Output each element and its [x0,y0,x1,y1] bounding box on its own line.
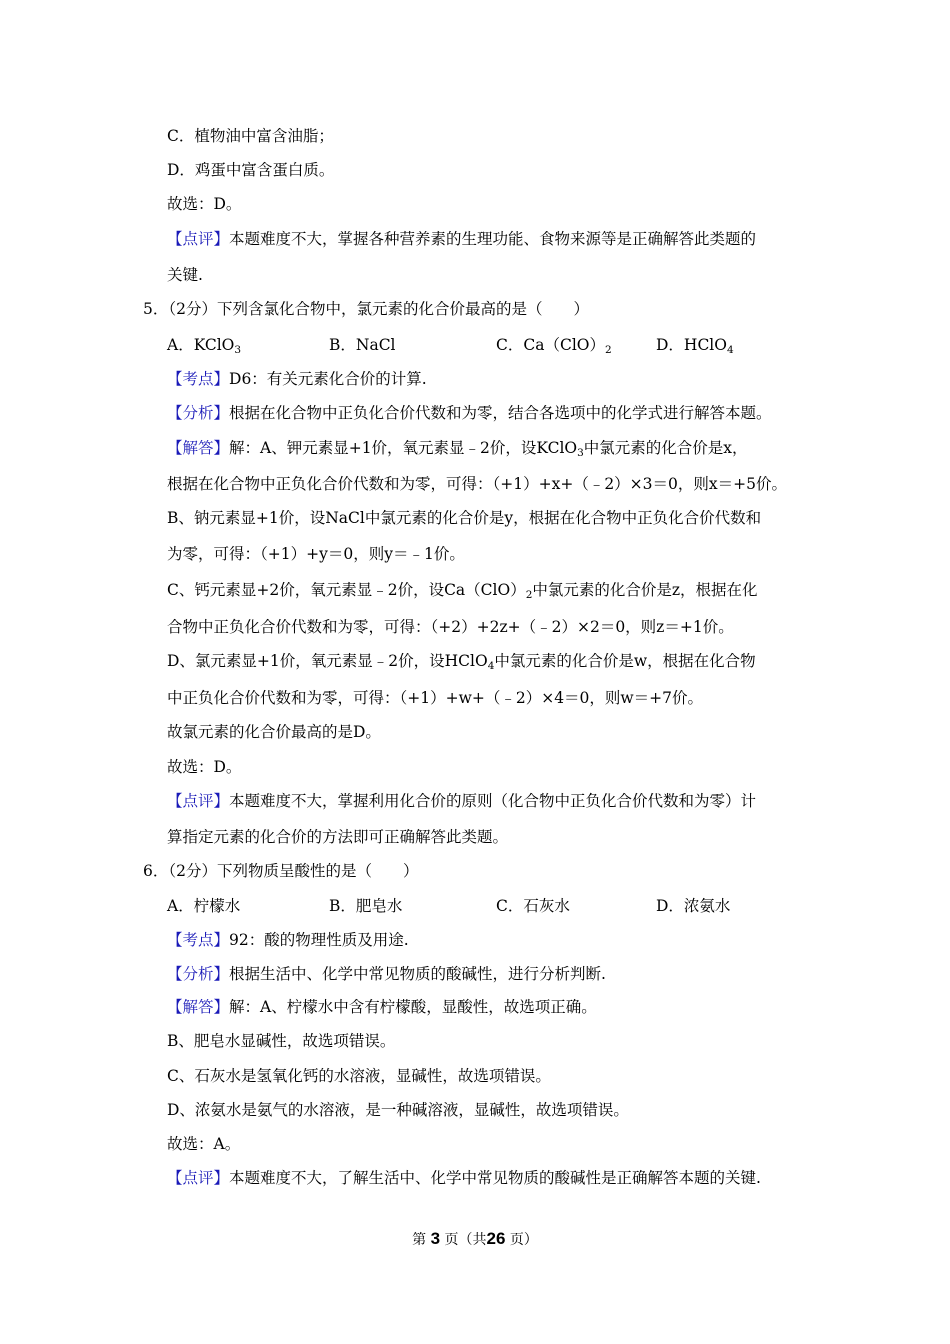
prev-option-d-explanation: D．鸡蛋中富含蛋白质。 [167,161,335,179]
q5-answer-a-line-2: 根据在化合物中正负化合价代数和为零，可得：（+1）+x+（﹣2）×3＝0，则x＝+5价。 [167,475,787,493]
q6-answer-d: D、浓氨水是氨气的水溶液，是一种碱溶液，显碱性，故选项错误。 [167,1101,629,1119]
q5-answer-a-line-1: 【解答】解：A、钾元素显+1价，氧元素显﹣2价，设KClO$_3$中氯元素的化合价是x， [167,439,748,459]
q6-option-d: D．浓氨水 [656,897,731,915]
prev-comment-line-2: 关键. [167,266,203,284]
answer-tag: 【解答】 [167,439,230,457]
comment-tag: 【点评】 [167,792,230,810]
q5-answer-c-line-2: 合物中正负化合价代数和为零，可得：（+2）+2z+（﹣2）×2＝0，则z＝+1价。 [167,618,734,636]
q6-answer-choice: 故选：A。 [167,1135,241,1153]
analysis-tag: 【分析】 [167,404,230,422]
q6-answer-c: C、石灰水是氢氧化钙的水溶液，显碱性，故选项错误。 [167,1067,551,1085]
point-tag: 【考点】 [167,370,230,388]
q6-options [167,896,730,916]
q5-answer-choice: 故选：D。 [167,758,242,776]
q5-options [167,335,734,355]
prev-comment-line-1 [167,229,756,249]
answer-tag: 【解答】 [167,998,230,1016]
q5-answer-b-line-1: B、钠元素显+1价，设NaCl中氯元素的化合价是y，根据在化合物中正负化合价代数和 [167,509,762,527]
q5-option-a: A．KClO$_3$ [167,336,242,356]
q5-conclusion: 故氯元素的化合价最高的是D。 [167,723,381,741]
analysis-tag: 【分析】 [167,965,230,983]
q5-comment-line-2: 算指定元素的化合价的方法即可正确解答此类题。 [167,828,509,846]
q5-option-d: D．HClO$_4$ [656,336,734,356]
q6-answer-b: B、肥皂水显碱性，故选项错误。 [167,1032,396,1050]
q6-option-b: B．肥皂水 [329,897,403,915]
prev-option-c-explanation: C．植物油中富含油脂； [167,127,334,145]
q5-answer-d-line-2: 中正负化合价代数和为零，可得：（+1）+w+（﹣2）×4＝0，则w＝+7价。 [167,689,704,707]
q5-answer-d-line-1: D、氯元素显+1价，氧元素显﹣2价，设HClO$_4$中氯元素的化合价是w，根据在化合物 [167,652,756,672]
prev-answer-choice: 故选：D。 [167,195,242,213]
q5-answer-b-line-2: 为零，可得：（+1）+y＝0，则y＝﹣1价。 [167,545,465,563]
q5-comment-line-1: 【点评】本题难度不大，掌握利用化合价的原则（化合物中正负化合价代数和为零）计 [167,792,757,810]
comment-tag: 【点评】 [167,1169,230,1187]
prev-comment-text: 本题难度不大，掌握各种营养素的生理功能、食物来源等是正确解答此类题的 [229,230,757,248]
comment-tag: 【点评】 [167,230,230,248]
q5-analysis: 【分析】根据在化合物中正负化合价代数和为零，结合各选项中的化学式进行解答本题。 [167,404,772,422]
q6-point: 【考点】92：酸的物理性质及用途. [167,931,409,949]
q6-analysis: 【分析】根据生活中、化学中常见物质的酸碱性，进行分析判断. [167,965,606,983]
total-pages: 26 [486,1229,506,1248]
q6-comment: 【点评】本题难度不大，了解生活中、化学中常见物质的酸碱性是正确解答本题的关键. [167,1169,761,1187]
q6-answer-a: 【解答】解：A、柠檬水中含有柠檬酸，显酸性，故选项正确。 [167,998,597,1016]
q6-option-c: C．石灰水 [496,897,570,915]
q6-stem: 6．（2分）下列物质呈酸性的是（ ） [143,862,419,880]
q5-point: 【考点】D6：有关元素化合价的计算. [167,370,427,388]
page-footer: 第 3 页（共26 页） [412,1229,538,1248]
q5-answer-c-line-1: C、钙元素显+2价，氧元素显﹣2价，设$Ca(ClO)_2$中氯元素的化合价是z，根据在化 [167,581,758,601]
page-number: 3 [430,1229,441,1248]
q5-option-c: C．$Ca(ClO)_2$ [496,336,612,356]
point-tag: 【考点】 [167,931,230,949]
q5-option-b: B．NaCl [329,336,396,354]
q6-option-a: A．柠檬水 [167,897,241,915]
q5-stem: 5．（2分）下列含氯化合物中，氯元素的化合价最高的是（ ） [143,300,589,318]
